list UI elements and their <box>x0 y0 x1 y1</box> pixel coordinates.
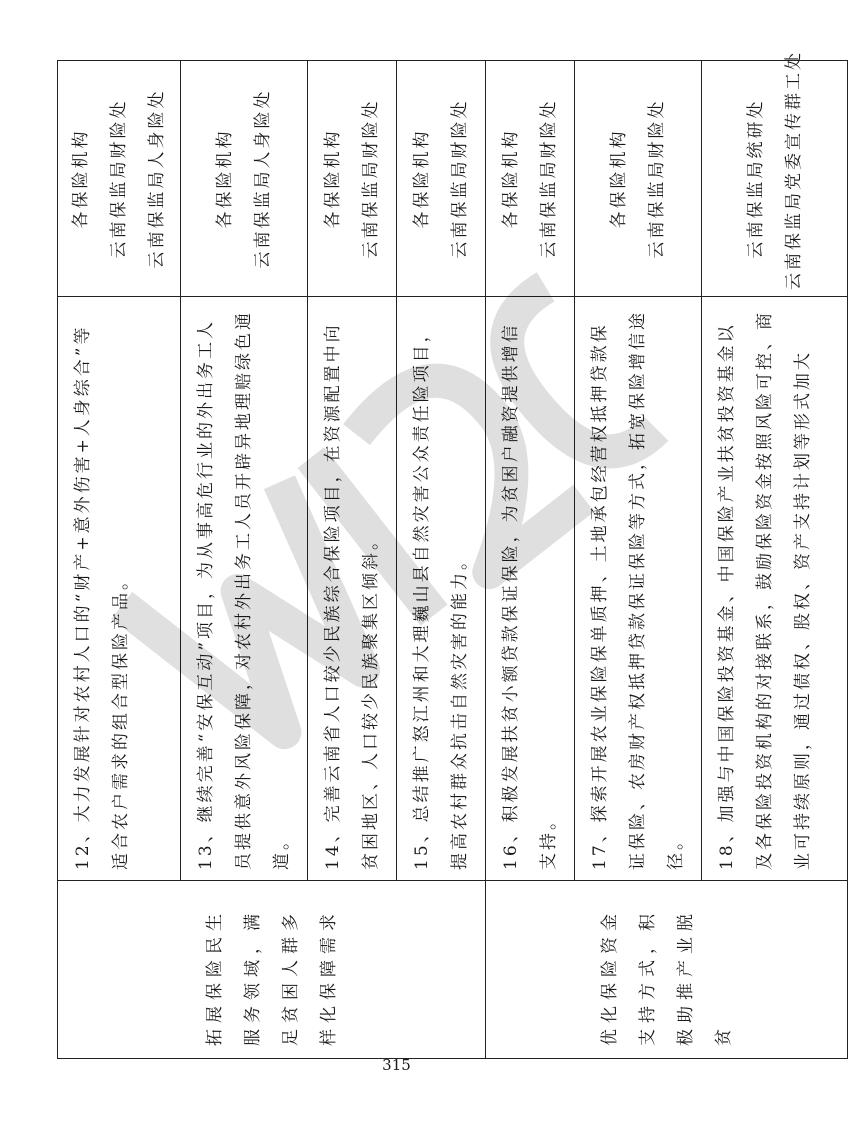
department-line: 云南保监局财险处 <box>539 98 559 259</box>
rotated-table-container <box>57 50 813 1059</box>
department-line: 各保险机构 <box>501 128 521 229</box>
measure-cell: 13、继续完善“安保互动”项目，为从事高危行业的外出务工人员提供意外风险保障，对农村外出务工人员开辟异地理赔绿色通道。 <box>181 297 308 881</box>
measures-table <box>57 50 848 1059</box>
department-cell <box>702 50 848 297</box>
measure-cell: 17、探索开展农业保险保单质押、土地承包经营权抵押贷款保证保险、农房财产权抵押贷款保证保险等方式，拓宽保险增信途径。 <box>575 297 702 881</box>
category-cell: 优化保险资金支持方式，积极助推产业脱贫 <box>486 881 848 1059</box>
department-line: 云南保监局人身险处 <box>253 88 273 269</box>
page-number: 315 <box>382 1056 411 1074</box>
category-cell: 拓展保险民生服务领域，满足贫困人群多样化保障需求 <box>58 881 486 1059</box>
measure-cell: 14、完善云南省人口较少民族综合保险项目，在资源配置中向贫困地区、人口较少民族聚集区倾斜。 <box>308 297 397 881</box>
measure-cell: 16、积极发展扶贫小额贷款保证保险，为贫困户融资提供增信支持。 <box>486 297 575 881</box>
measure-cell: 12、大力发展针对农村人口的“财产+意外伤害+人身综合”等适合农户需求的组合型保险产品。 <box>58 297 181 881</box>
department-cell <box>58 61 181 297</box>
department-line: 各保险机构 <box>215 128 235 229</box>
department-cell <box>575 61 702 297</box>
department-line: 各保险机构 <box>412 128 432 229</box>
department-cell <box>397 61 486 297</box>
department-line: 云南保监局统研处 <box>745 98 766 259</box>
department-line: 云南保监局财险处 <box>109 98 129 259</box>
department-line: 云南保监局财险处 <box>450 98 470 259</box>
measure-cell: 18、加强与中国保险投资基金、中国保险产业扶贫投资基金以及各保险投资机构的对接联系，鼓励保险资金按照风险可控、商业可持续原则，通过债权、股权、资产支持计划等形式加大 <box>702 297 848 881</box>
department-line: 云南保监局人身险处 <box>147 88 167 269</box>
department-line: 各保险机构 <box>71 128 91 229</box>
department-line: 云南保监局财险处 <box>647 98 667 259</box>
department-cell <box>308 61 397 297</box>
table-row <box>58 61 181 1059</box>
department-line: 各保险机构 <box>609 128 629 229</box>
measure-cell: 15、总结推广怒江州和大理巍山县自然灾害公众责任险项目，提高农村群众抗击自然灾害的能力。 <box>397 297 486 881</box>
department-cell <box>486 61 575 297</box>
department-cell <box>181 61 308 297</box>
department-line: 云南保监局党委宣传群工处 <box>783 50 804 290</box>
table-row <box>486 61 575 1059</box>
department-line: 云南保监局财险处 <box>361 98 381 259</box>
department-line: 各保险机构 <box>323 128 343 229</box>
